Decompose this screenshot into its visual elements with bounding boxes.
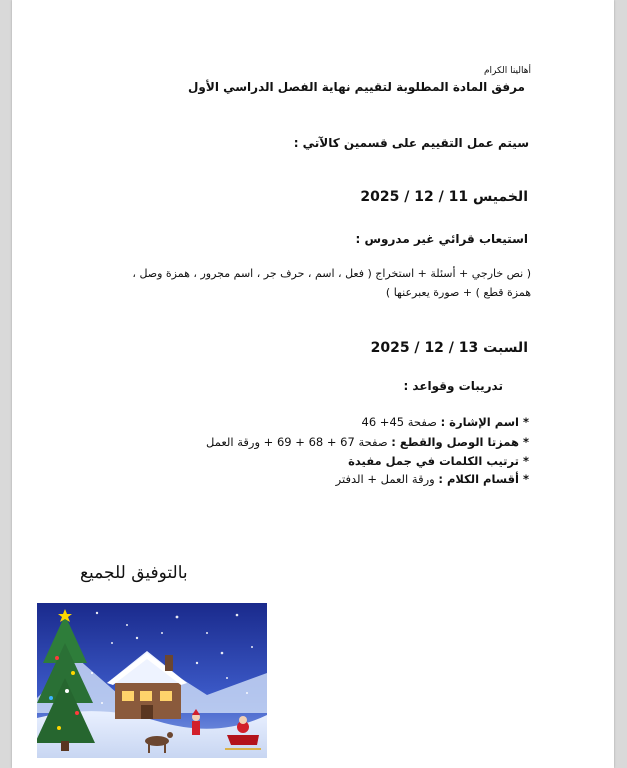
item-text: صفحة 67 + 68 + 69 + ورقة العمل — [206, 435, 392, 449]
list-item — [206, 435, 529, 449]
item-label: * اسم الإشارة : — [440, 415, 529, 429]
item-label: * همزتا الوصل والقطع : — [391, 435, 529, 449]
attachment-line: مرفق المادة المطلوبة لتقييم نهاية الفصل الدراسي الأول — [188, 80, 525, 94]
evaluation-intro: سيتم عمل التقييم على قسمين كالآتي : — [293, 136, 529, 150]
greeting-text: أهالينا الكرام — [483, 66, 531, 76]
item-text: صفحة 45+ 46 — [361, 415, 441, 429]
item-text: ورقة العمل + الدفتر — [335, 472, 439, 486]
day1-date: الخميس 11 / 12 / 2025 — [360, 189, 528, 205]
list-item — [348, 454, 529, 468]
item-label: * أقسام الكلام : — [438, 472, 529, 486]
day2-section-title: تدريبات وقواعد : — [403, 379, 503, 393]
day1-details-line1: ( نص خارجي + أسئلة + استخراج ( فعل ، اسم ، حرف جر ، اسم مجرور ، همزة وصل ، — [132, 267, 531, 280]
list-item — [336, 472, 529, 486]
day2-date: السبت 13 / 12 / 2025 — [370, 340, 528, 356]
day1-details-line2: همزة قطع ) + صورة يعبرعنها ) — [385, 286, 531, 299]
winter-christmas-scene-image — [37, 603, 267, 758]
item-label: * ترتيب الكلمات في جمل مفيدة — [348, 454, 529, 468]
closing-wish: بالتوفيق للجميع — [80, 563, 188, 583]
day1-section-title: استيعاب قرائي غير مدروس : — [355, 232, 528, 246]
list-item — [362, 415, 530, 429]
